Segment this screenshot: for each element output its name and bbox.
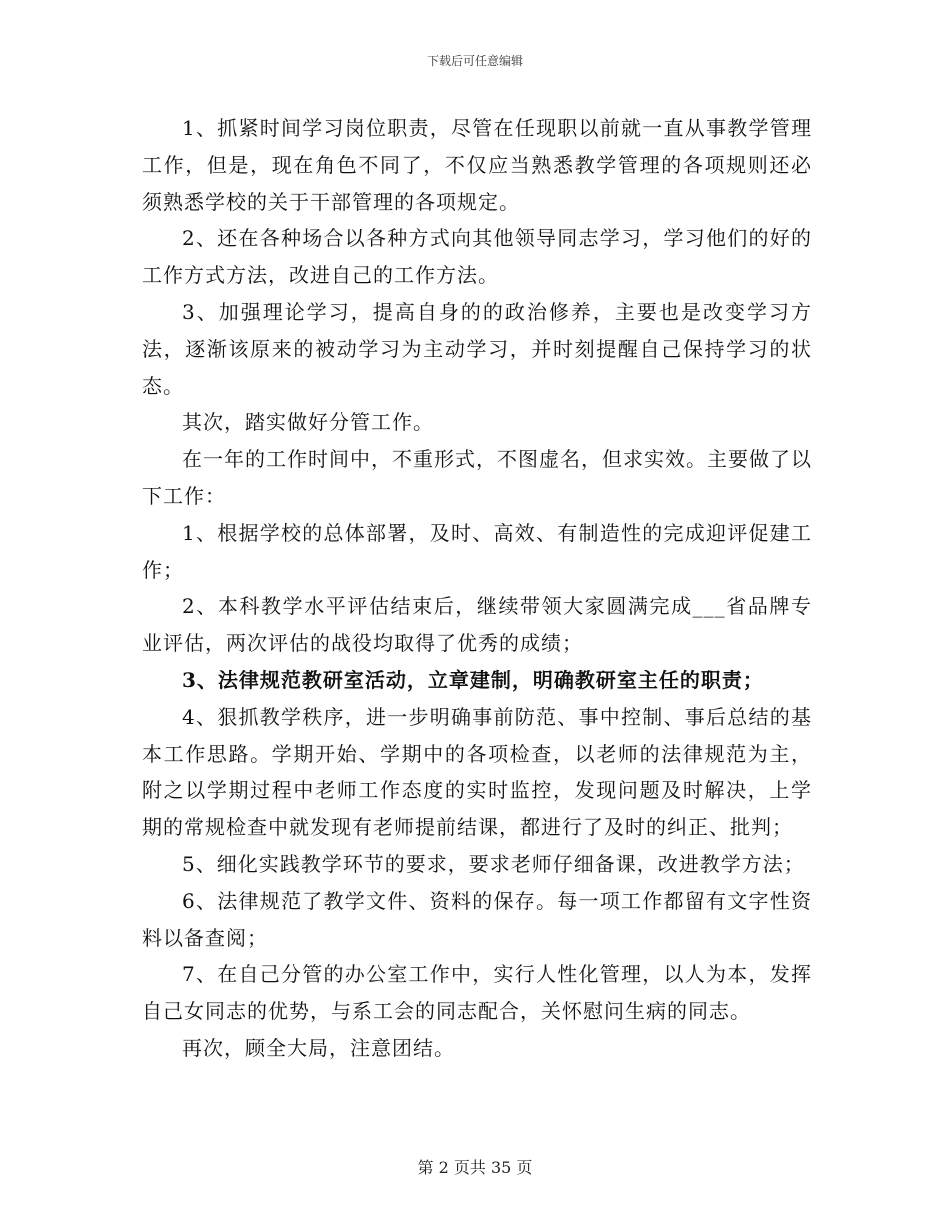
paragraph: 3、加强理论学习，提高自身的的政治修养，主要也是改变学习方法，逐渐该原来的被动学习为主动学习，并时刻提醒自己保持学习的状态。 — [142, 299, 812, 398]
paragraph: 在一年的工作时间中，不重形式，不图虚名，但求实效。主要做了以下工作： — [142, 447, 812, 508]
paragraph: 7、在自己分管的办公室工作中，实行人性化管理，以人为本，发挥自己女同志的优势，与系工会的同志配合，关怀慰问生病的同志。 — [142, 962, 812, 1024]
paragraph: 1、根据学校的总体部署，及时、高效、有制造性的完成迎评促建工作； — [142, 520, 812, 582]
document-body — [142, 110, 812, 1067]
paragraph: 1、抓紧时间学习岗位职责，尽管在任现职以前就一直从事教学管理工作，但是，现在角色不同了，不仅应当熟悉教学管理的各项规则还必须熟悉学校的关于干部管理的各项规定。 — [142, 116, 812, 214]
header-note: 下载后可任意编辑 — [426, 54, 523, 68]
bold-paragraph: 3、法律规范教研室活动，立章建制，明确教研室主任的职责； — [182, 667, 764, 692]
paragraph: 再次，顾全大局，注意团结。 — [182, 1035, 455, 1060]
paragraph: 2、本科教学水平评估结束后，继续带领大家圆满完成___省品牌专业评估，两次评估的战役均取得了优秀的成绩； — [142, 594, 812, 656]
paragraph: 其次，踏实做好分管工作。 — [182, 410, 434, 435]
paragraph: 6、法律规范了教学文件、资料的保存。每一项工作都留有文字性资料以备查阅； — [142, 888, 812, 950]
paragraph: 4、狠抓教学秩序，进一步明确事前防范、事中控制、事后总结的基本工作思路。学期开始、学期中的各项检查，以老师的法律规范为主，附之以学期过程中老师工作态度的实时监控，发现问题及时解决，上学期的常规检查中就发现有老师提前结课，都进行了及时的纠正、批判； — [142, 704, 812, 840]
page-number: 第 2 页共 35 页 — [417, 1158, 533, 1177]
paragraph: 5、细化实践教学环节的要求，要求老师仔细备课，改进教学方法； — [182, 851, 805, 876]
paragraph: 2、还在各种场合以各种方式向其他领导同志学习，学习他们的好的工作方式方法，改进自己的工作方法。 — [142, 226, 812, 288]
